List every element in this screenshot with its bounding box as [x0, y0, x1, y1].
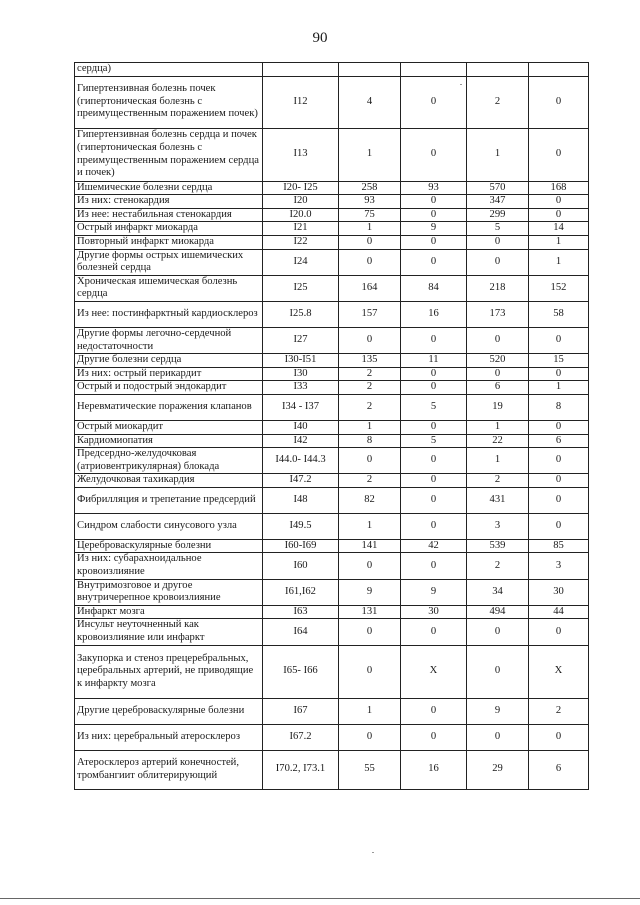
- value-cell-4: 15: [529, 354, 589, 368]
- icd-code-cell: I22: [263, 235, 339, 249]
- value-cell-1: 1: [339, 513, 401, 539]
- table-row: [75, 605, 589, 619]
- value-cell-2: 0: [401, 553, 467, 579]
- row-name-cell: Другие болезни сердца: [75, 354, 263, 368]
- row-name-cell: Другие формы легочно-сердечной недостаточности: [75, 327, 263, 353]
- value-cell-3: 29: [467, 750, 529, 789]
- value-cell-3: 1: [467, 448, 529, 474]
- row-name-cell: Хроническая ишемическая болезнь сердца: [75, 275, 263, 301]
- value-cell-4: 8: [529, 394, 589, 420]
- value-cell-4: 44: [529, 605, 589, 619]
- value-cell-4: 0: [529, 724, 589, 750]
- value-cell-2: 84: [401, 275, 467, 301]
- value-cell-2: 16: [401, 301, 467, 327]
- table-row: [75, 750, 589, 789]
- value-cell-2: 0: [401, 487, 467, 513]
- scan-speck: [460, 84, 462, 85]
- value-cell-1: 141: [339, 539, 401, 553]
- icd-code-cell: I44.0- I44.3: [263, 448, 339, 474]
- row-name-cell: Из нее: постинфарктный кардиосклероз: [75, 301, 263, 327]
- icd-code-cell: I40: [263, 420, 339, 434]
- row-name-cell: Инсульт неуточненный как кровоизлияние или инфаркт: [75, 619, 263, 645]
- value-cell-1: 93: [339, 195, 401, 209]
- icd-code-cell: I60-I69: [263, 539, 339, 553]
- table-row: [75, 448, 589, 474]
- value-cell-4: 1: [529, 249, 589, 275]
- value-cell-2: 16: [401, 750, 467, 789]
- value-cell-3: 0: [467, 367, 529, 381]
- icd-code-cell: I12: [263, 76, 339, 128]
- scan-speck: [372, 852, 374, 853]
- value-cell-2: 0: [401, 128, 467, 181]
- value-cell-4: 2: [529, 698, 589, 724]
- page-number: 90: [312, 30, 328, 46]
- value-cell-3: 570: [467, 181, 529, 195]
- icd-code-cell: I25: [263, 275, 339, 301]
- value-cell-1: 258: [339, 181, 401, 195]
- value-cell-2: 0: [401, 724, 467, 750]
- table-row: [75, 181, 589, 195]
- value-cell-1: 9: [339, 579, 401, 605]
- icd-code-cell: I70.2, I73.1: [263, 750, 339, 789]
- value-cell-1: 1: [339, 128, 401, 181]
- value-cell-3: 1: [467, 128, 529, 181]
- value-cell-2: 93: [401, 181, 467, 195]
- icd-code-cell: I30: [263, 367, 339, 381]
- value-cell-3: 2: [467, 474, 529, 488]
- icd-code-cell: I47.2: [263, 474, 339, 488]
- table-row: [75, 579, 589, 605]
- value-cell-3: 539: [467, 539, 529, 553]
- value-cell-4: 0: [529, 195, 589, 209]
- value-cell-2: 0: [401, 249, 467, 275]
- value-cell-4: 0: [529, 619, 589, 645]
- value-cell-4: 3: [529, 553, 589, 579]
- icd-code-cell: I61,I62: [263, 579, 339, 605]
- value-cell-3: [467, 63, 529, 77]
- value-cell-1: 8: [339, 434, 401, 448]
- value-cell-3: 0: [467, 645, 529, 698]
- value-cell-2: 0: [401, 367, 467, 381]
- row-name-cell: Из них: стенокардия: [75, 195, 263, 209]
- value-cell-4: 152: [529, 275, 589, 301]
- value-cell-3: 22: [467, 434, 529, 448]
- icd-code-cell: I63: [263, 605, 339, 619]
- value-cell-3: 0: [467, 619, 529, 645]
- icd-code-cell: I33: [263, 381, 339, 395]
- value-cell-1: 0: [339, 724, 401, 750]
- value-cell-1: 75: [339, 208, 401, 222]
- table-row: [75, 394, 589, 420]
- value-cell-1: 4: [339, 76, 401, 128]
- value-cell-1: 131: [339, 605, 401, 619]
- table-row: [75, 487, 589, 513]
- row-name-cell: Фибрилляция и трепетание предсердий: [75, 487, 263, 513]
- value-cell-2: [401, 63, 467, 77]
- row-name-cell: сердца): [75, 63, 263, 77]
- table-row: [75, 327, 589, 353]
- value-cell-1: 135: [339, 354, 401, 368]
- page-bottom-rule: [0, 898, 640, 899]
- icd-code-cell: I48: [263, 487, 339, 513]
- value-cell-2: 42: [401, 539, 467, 553]
- value-cell-4: 14: [529, 222, 589, 236]
- value-cell-2: 0: [401, 327, 467, 353]
- row-name-cell: Предсердно-желудочковая (атриовентрикулярная) блокада: [75, 448, 263, 474]
- value-cell-1: 0: [339, 249, 401, 275]
- value-cell-2: 0: [401, 76, 467, 128]
- value-cell-4: 0: [529, 208, 589, 222]
- value-cell-4: 30: [529, 579, 589, 605]
- value-cell-4: 1: [529, 235, 589, 249]
- value-cell-3: 1: [467, 420, 529, 434]
- icd-code-cell: I13: [263, 128, 339, 181]
- icd-code-cell: I30-I51: [263, 354, 339, 368]
- value-cell-4: 0: [529, 448, 589, 474]
- value-cell-2: 11: [401, 354, 467, 368]
- value-cell-3: 0: [467, 249, 529, 275]
- icd-code-cell: I25.8: [263, 301, 339, 327]
- icd-code-cell: I60: [263, 553, 339, 579]
- icd-code-cell: I21: [263, 222, 339, 236]
- table-row: [75, 208, 589, 222]
- value-cell-4: 0: [529, 474, 589, 488]
- row-name-cell: Неревматические поражения клапанов: [75, 394, 263, 420]
- row-name-cell: Из них: субарахноидальное кровоизлияние: [75, 553, 263, 579]
- value-cell-2: 5: [401, 394, 467, 420]
- table-row: [75, 128, 589, 181]
- value-cell-4: 168: [529, 181, 589, 195]
- value-cell-1: 0: [339, 645, 401, 698]
- value-cell-2: 0: [401, 513, 467, 539]
- table-row: [75, 354, 589, 368]
- value-cell-3: 2: [467, 553, 529, 579]
- value-cell-1: 0: [339, 327, 401, 353]
- value-cell-1: 2: [339, 367, 401, 381]
- value-cell-4: 0: [529, 327, 589, 353]
- value-cell-3: 494: [467, 605, 529, 619]
- value-cell-3: 299: [467, 208, 529, 222]
- value-cell-1: 0: [339, 619, 401, 645]
- value-cell-3: 0: [467, 724, 529, 750]
- table-row: [75, 235, 589, 249]
- table-row: [75, 539, 589, 553]
- value-cell-1: 55: [339, 750, 401, 789]
- table-row: [75, 275, 589, 301]
- table-row: [75, 381, 589, 395]
- row-name-cell: Желудочковая тахикардия: [75, 474, 263, 488]
- table-row: [75, 724, 589, 750]
- value-cell-3: 431: [467, 487, 529, 513]
- value-cell-3: 5: [467, 222, 529, 236]
- value-cell-4: 0: [529, 513, 589, 539]
- value-cell-1: 82: [339, 487, 401, 513]
- row-name-cell: Кардиомиопатия: [75, 434, 263, 448]
- value-cell-2: 0: [401, 619, 467, 645]
- value-cell-3: 218: [467, 275, 529, 301]
- row-name-cell: Цереброваскулярные болезни: [75, 539, 263, 553]
- table-row: [75, 301, 589, 327]
- value-cell-4: 1: [529, 381, 589, 395]
- icd-code-cell: I20.0: [263, 208, 339, 222]
- icd-code-cell: [263, 63, 339, 77]
- icd-code-cell: I67: [263, 698, 339, 724]
- value-cell-4: 6: [529, 750, 589, 789]
- value-cell-3: 9: [467, 698, 529, 724]
- icd-code-cell: I49.5: [263, 513, 339, 539]
- row-name-cell: Острый и подострый эндокардит: [75, 381, 263, 395]
- value-cell-4: 58: [529, 301, 589, 327]
- statistics-table: [74, 62, 589, 790]
- value-cell-3: 3: [467, 513, 529, 539]
- value-cell-2: 0: [401, 474, 467, 488]
- value-cell-3: 173: [467, 301, 529, 327]
- value-cell-2: 0: [401, 235, 467, 249]
- value-cell-2: 0: [401, 448, 467, 474]
- row-name-cell: Другие формы острых ишемических болезней сердца: [75, 249, 263, 275]
- value-cell-1: 157: [339, 301, 401, 327]
- row-name-cell: Другие цереброваскулярные болезни: [75, 698, 263, 724]
- value-cell-4: 0: [529, 76, 589, 128]
- icd-code-cell: I65- I66: [263, 645, 339, 698]
- value-cell-4: 0: [529, 128, 589, 181]
- value-cell-1: 2: [339, 394, 401, 420]
- icd-code-cell: I42: [263, 434, 339, 448]
- row-name-cell: Из них: острый перикардит: [75, 367, 263, 381]
- table-row: [75, 367, 589, 381]
- table-row: [75, 619, 589, 645]
- table-row: [75, 76, 589, 128]
- value-cell-4: X: [529, 645, 589, 698]
- row-name-cell: Острый миокардит: [75, 420, 263, 434]
- value-cell-1: 0: [339, 553, 401, 579]
- table-row: [75, 420, 589, 434]
- value-cell-3: 34: [467, 579, 529, 605]
- value-cell-4: [529, 63, 589, 77]
- value-cell-1: 0: [339, 235, 401, 249]
- value-cell-1: 1: [339, 420, 401, 434]
- table-row: [75, 63, 589, 77]
- row-name-cell: Ишемические болезни сердца: [75, 181, 263, 195]
- table-row: [75, 553, 589, 579]
- table-row: [75, 434, 589, 448]
- value-cell-4: 6: [529, 434, 589, 448]
- value-cell-4: 0: [529, 487, 589, 513]
- value-cell-3: 2: [467, 76, 529, 128]
- value-cell-3: 19: [467, 394, 529, 420]
- value-cell-2: 30: [401, 605, 467, 619]
- value-cell-1: 2: [339, 474, 401, 488]
- table-row: [75, 195, 589, 209]
- value-cell-3: 347: [467, 195, 529, 209]
- table-row: [75, 645, 589, 698]
- row-name-cell: Синдром слабости синусового узла: [75, 513, 263, 539]
- row-name-cell: Повторный инфаркт миокарда: [75, 235, 263, 249]
- value-cell-2: 9: [401, 579, 467, 605]
- value-cell-3: 0: [467, 327, 529, 353]
- icd-code-cell: I20: [263, 195, 339, 209]
- row-name-cell: Атеросклероз артерий конечностей, тромбангиит облитерирующий: [75, 750, 263, 789]
- table-row: [75, 513, 589, 539]
- value-cell-1: 164: [339, 275, 401, 301]
- table-row: [75, 474, 589, 488]
- icd-code-cell: I20- I25: [263, 181, 339, 195]
- table-row: [75, 222, 589, 236]
- value-cell-1: 1: [339, 698, 401, 724]
- row-name-cell: Острый инфаркт миокарда: [75, 222, 263, 236]
- value-cell-4: 85: [529, 539, 589, 553]
- icd-code-cell: I67.2: [263, 724, 339, 750]
- value-cell-2: 0: [401, 420, 467, 434]
- row-name-cell: Гипертензивная болезнь почек (гипертоническая болезнь с преимущественным поражением почек): [75, 76, 263, 128]
- table-row: [75, 249, 589, 275]
- icd-code-cell: I64: [263, 619, 339, 645]
- value-cell-1: 2: [339, 381, 401, 395]
- value-cell-1: [339, 63, 401, 77]
- row-name-cell: Из них: церебральный атеросклероз: [75, 724, 263, 750]
- value-cell-2: X: [401, 645, 467, 698]
- icd-code-cell: I24: [263, 249, 339, 275]
- row-name-cell: Закупорка и стеноз прецеребральных, церебральных артерий, не приводящие к инфаркту мозга: [75, 645, 263, 698]
- value-cell-3: 520: [467, 354, 529, 368]
- value-cell-2: 9: [401, 222, 467, 236]
- value-cell-2: 0: [401, 195, 467, 209]
- value-cell-2: 0: [401, 381, 467, 395]
- value-cell-3: 0: [467, 235, 529, 249]
- value-cell-2: 0: [401, 208, 467, 222]
- table-row: [75, 698, 589, 724]
- value-cell-2: 5: [401, 434, 467, 448]
- row-name-cell: Внутримозговое и другое внутричерепное кровоизлияние: [75, 579, 263, 605]
- value-cell-1: 1: [339, 222, 401, 236]
- value-cell-4: 0: [529, 420, 589, 434]
- value-cell-3: 6: [467, 381, 529, 395]
- icd-code-cell: I27: [263, 327, 339, 353]
- icd-code-cell: I34 - I37: [263, 394, 339, 420]
- row-name-cell: Гипертензивная болезнь сердца и почек (гипертоническая болезнь с преимущественным поражением сердца и почек): [75, 128, 263, 181]
- row-name-cell: Инфаркт мозга: [75, 605, 263, 619]
- value-cell-1: 0: [339, 448, 401, 474]
- row-name-cell: Из нее: нестабильная стенокардия: [75, 208, 263, 222]
- value-cell-4: 0: [529, 367, 589, 381]
- value-cell-2: 0: [401, 698, 467, 724]
